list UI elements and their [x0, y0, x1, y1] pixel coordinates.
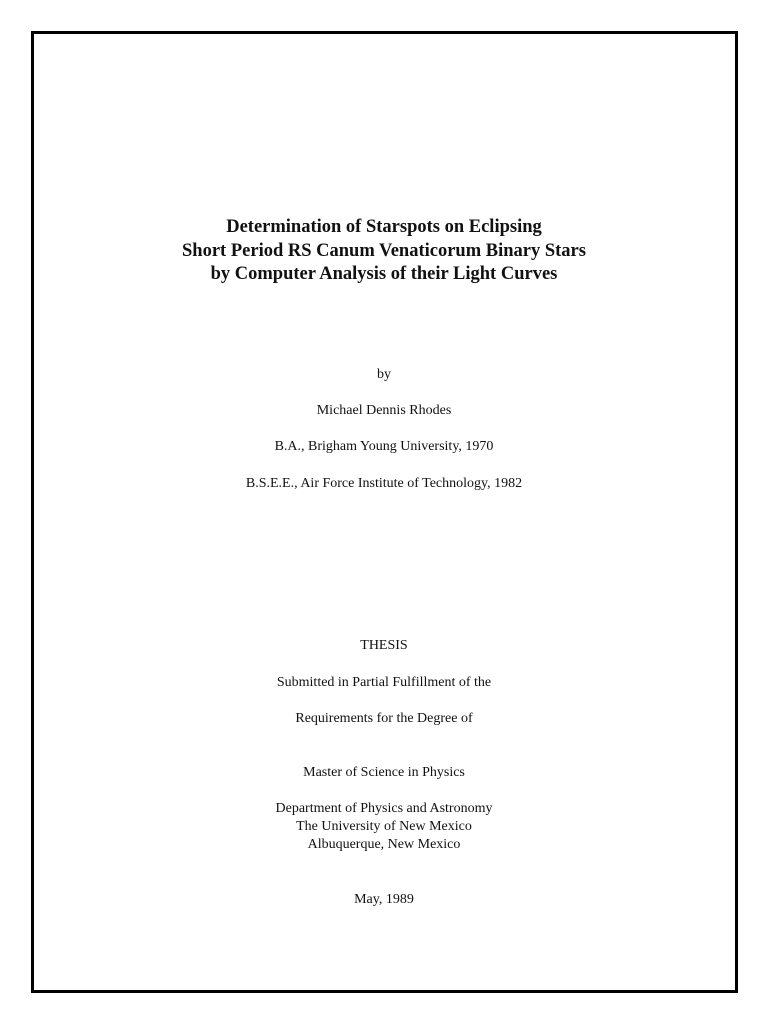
title-line-3: by Computer Analysis of their Light Curves [210, 264, 558, 284]
thesis-date: May, 1989 [354, 892, 414, 907]
thesis-label: THESIS [360, 638, 408, 653]
institution-block [0, 800, 768, 854]
title-line-2: Short Period RS Canum Venaticorum Binary Stars [182, 240, 586, 261]
university: The University of New Mexico [296, 819, 472, 834]
location: Albuquerque, New Mexico [307, 837, 461, 852]
byline: by [377, 367, 391, 382]
author-name: Michael Dennis Rhodes [316, 403, 452, 418]
degree-ba: B.A., Brigham Young University, 1970 [274, 439, 494, 454]
degree-sought: Master of Science in Physics [303, 765, 465, 780]
submission-line-2: Requirements for the Degree of [295, 711, 473, 726]
department: Department of Physics and Astronomy [275, 801, 493, 816]
title-line-1: Determination of Starspots on Eclipsing [226, 217, 542, 237]
submission-line-1: Submitted in Partial Fulfillment of the [276, 675, 492, 690]
degree-bsee: B.S.E.E., Air Force Institute of Technology, 1982 [245, 476, 523, 491]
thesis-title [0, 216, 768, 287]
